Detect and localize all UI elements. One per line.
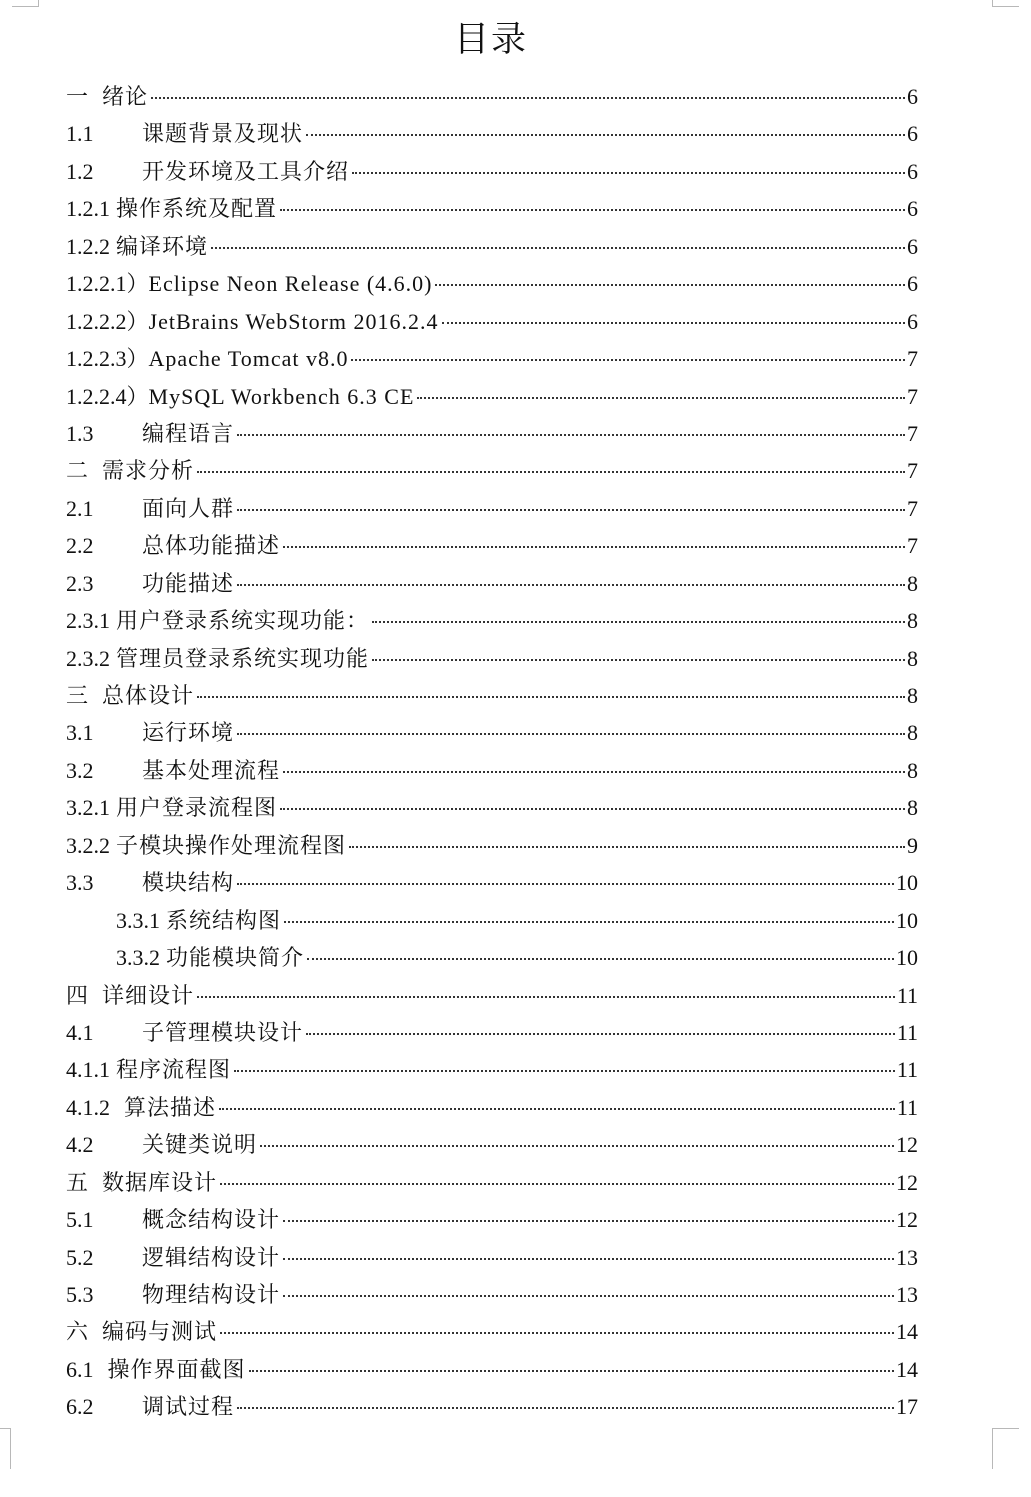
- toc-entry-label: 子模块操作处理流程图: [116, 832, 347, 858]
- toc-entry[interactable]: [66, 902, 918, 939]
- toc-entry-number: 1.2.2.1）: [66, 271, 149, 297]
- toc-dot-leader: [234, 1070, 895, 1072]
- toc-entry-page-number: 8: [907, 683, 918, 708]
- toc-entry[interactable]: [66, 677, 918, 714]
- toc-entry-number: 1.2.1: [66, 196, 110, 222]
- toc-dot-leader: [306, 1033, 895, 1035]
- toc-entry-page-number: 14: [896, 1356, 918, 1382]
- toc-entry-page-number: 17: [896, 1394, 918, 1420]
- toc-entry-label: 概念结构设计: [142, 1207, 281, 1233]
- toc-dot-leader: [237, 434, 905, 436]
- toc-entry-label: Eclipse Neon Release (4.6.0): [148, 271, 433, 297]
- toc-entry-label: 功能描述: [142, 570, 235, 596]
- page-corner-mark-top-right: [992, 0, 1019, 7]
- toc-entry-label: 用户登录流程图: [116, 795, 278, 821]
- toc-entry-page-number: 8: [907, 645, 918, 671]
- toc-dot-leader: [219, 1108, 895, 1110]
- toc-dot-leader: [237, 509, 905, 511]
- toc-entry-number: 3.3: [66, 870, 94, 896]
- toc-entry-number: 2.3.2: [66, 645, 110, 671]
- toc-entry-page-number: 11: [896, 1019, 918, 1045]
- toc-entry-label: 系统结构图: [166, 907, 282, 933]
- toc-dot-leader: [280, 209, 905, 211]
- toc-entry-page-number: 8: [907, 720, 918, 746]
- toc-entry-page-number: 7: [907, 383, 918, 409]
- toc-dot-leader: [435, 284, 905, 286]
- toc-entry-number: 3.2: [66, 757, 94, 783]
- toc-entry-page-number: 7: [907, 495, 918, 521]
- toc-entry-label: 总体设计: [102, 683, 195, 708]
- toc-dot-leader: [351, 359, 905, 361]
- toc-entry-page-number: 10: [896, 907, 918, 933]
- toc-entry-number: 5.1: [66, 1207, 94, 1233]
- toc-entry[interactable]: [66, 714, 918, 751]
- toc-entry[interactable]: [66, 602, 918, 639]
- toc-dot-leader: [220, 1332, 894, 1334]
- page-corner-mark-bottom-right: [992, 1428, 1019, 1469]
- toc-dot-leader: [417, 397, 905, 399]
- toc-entry[interactable]: [66, 640, 918, 677]
- toc-entry-label: 详细设计: [102, 982, 195, 1008]
- toc-title: 目录: [453, 20, 528, 60]
- toc-entry-page-number: 6: [907, 158, 918, 184]
- toc-entry-number: 四: [66, 982, 89, 1008]
- toc-entry-label: 操作界面截图: [107, 1356, 246, 1382]
- toc-entry-label: 管理员登录系统实现功能: [116, 645, 370, 671]
- toc-entry-page-number: 7: [907, 346, 918, 372]
- toc-entry-label: 需求分析: [102, 458, 195, 484]
- toc-entry[interactable]: [66, 565, 918, 602]
- toc-entry[interactable]: [66, 1276, 918, 1313]
- toc-entry[interactable]: [66, 939, 918, 976]
- toc-entry-number: 4.1.2: [66, 1094, 110, 1120]
- toc-entry-number: 6.2: [66, 1394, 94, 1420]
- toc-dot-leader: [237, 1407, 894, 1409]
- toc-entry-label: 运行环境: [142, 720, 235, 746]
- toc-entry[interactable]: [66, 490, 918, 527]
- table-of-contents: [66, 78, 918, 1426]
- toc-entry[interactable]: [66, 1126, 918, 1163]
- toc-dot-leader: [283, 1220, 894, 1222]
- toc-dot-leader: [249, 1370, 894, 1372]
- toc-entry-label: 总体功能描述: [142, 533, 281, 559]
- toc-entry-label: 程序流程图: [116, 1057, 232, 1083]
- toc-entry-label: Apache Tomcat v8.0: [148, 346, 349, 372]
- toc-entry-page-number: 6: [907, 233, 918, 259]
- toc-dot-leader: [280, 808, 905, 810]
- toc-entry[interactable]: [66, 378, 918, 415]
- toc-entry[interactable]: [66, 827, 918, 864]
- toc-dot-leader: [372, 621, 905, 623]
- toc-entry-page-number: 7: [907, 533, 918, 559]
- toc-entry-page-number: 8: [907, 570, 918, 596]
- toc-dot-leader: [220, 1183, 894, 1185]
- toc-entry[interactable]: [66, 1201, 918, 1238]
- toc-entry-page-number: 6: [907, 121, 918, 147]
- toc-entry-page-number: 12: [896, 1169, 918, 1195]
- toc-entry-number: 3.3.1: [116, 907, 160, 933]
- toc-entry[interactable]: [66, 752, 918, 789]
- toc-entry[interactable]: [66, 1388, 918, 1425]
- toc-entry[interactable]: [66, 415, 918, 452]
- toc-entry-number: 2.3: [66, 570, 94, 596]
- toc-entry-number: 1.2.2.3）: [66, 346, 149, 372]
- toc-dot-leader: [283, 1295, 894, 1297]
- toc-dot-leader: [197, 696, 905, 698]
- toc-entry-page-number: 6: [907, 271, 918, 297]
- toc-entry[interactable]: [66, 78, 918, 115]
- toc-entry-number: 3.3.2: [116, 945, 160, 971]
- toc-entry-page-number: 11: [896, 982, 918, 1008]
- toc-entry-number: 六: [66, 1319, 89, 1345]
- toc-entry[interactable]: [66, 1239, 918, 1276]
- toc-entry-page-number: 7: [907, 458, 918, 484]
- toc-entry-label: 数据库设计: [102, 1169, 218, 1195]
- toc-entry[interactable]: [66, 527, 918, 564]
- toc-dot-leader: [284, 921, 894, 923]
- toc-entry[interactable]: [66, 340, 918, 377]
- toc-entry-page-number: 14: [896, 1319, 918, 1345]
- toc-entry[interactable]: [66, 303, 918, 340]
- toc-entry-number: 1.3: [66, 420, 94, 446]
- toc-entry-label: 课题背景及现状: [142, 121, 304, 147]
- toc-entry-page-number: 6: [907, 308, 918, 334]
- toc-dot-leader: [151, 97, 905, 99]
- toc-entry-number: 二: [66, 458, 89, 484]
- toc-entry-label: 逻辑结构设计: [142, 1244, 281, 1270]
- toc-entry-page-number: 11: [896, 1094, 918, 1120]
- toc-entry[interactable]: [66, 1014, 918, 1051]
- toc-entry-number: 4.1: [66, 1019, 94, 1045]
- toc-entry-page-number: 13: [896, 1282, 918, 1307]
- toc-entry-number: 5.2: [66, 1244, 94, 1270]
- toc-entry-number: 3.2.2: [66, 832, 110, 858]
- toc-entry[interactable]: [66, 977, 918, 1014]
- toc-entry-number: 5.3: [66, 1282, 94, 1307]
- toc-entry-page-number: 10: [896, 870, 918, 896]
- toc-dot-leader: [352, 172, 905, 174]
- page-corner-mark-bottom-left: [0, 1428, 11, 1469]
- toc-entry-number: 1.2.2: [66, 233, 110, 259]
- toc-dot-leader: [283, 771, 905, 773]
- toc-entry-page-number: 10: [896, 945, 918, 971]
- toc-entry-label: 关键类说明: [142, 1132, 258, 1158]
- toc-entry-label: 物理结构设计: [142, 1282, 281, 1307]
- toc-entry-page-number: 12: [896, 1207, 918, 1233]
- toc-entry[interactable]: [66, 228, 918, 265]
- toc-dot-leader: [237, 883, 894, 885]
- toc-entry-number: 1.2.2.4）: [66, 383, 149, 409]
- toc-dot-leader: [442, 322, 905, 324]
- toc-entry-label: 调试过程: [142, 1394, 235, 1420]
- toc-entry[interactable]: [66, 190, 918, 227]
- toc-entry-page-number: 6: [907, 84, 918, 109]
- toc-entry-page-number: 9: [907, 832, 918, 858]
- toc-entry-page-number: 6: [907, 196, 918, 222]
- toc-dot-leader: [283, 1258, 894, 1260]
- toc-entry-label: 操作系统及配置: [116, 196, 278, 222]
- toc-entry-number: 4.1.1: [66, 1057, 110, 1083]
- toc-entry-number: 4.2: [66, 1132, 94, 1158]
- toc-entry[interactable]: [66, 1313, 918, 1350]
- toc-entry-number: 3.1: [66, 720, 94, 746]
- toc-entry-label: 编译环境: [116, 233, 209, 259]
- toc-entry-page-number: 13: [896, 1244, 918, 1270]
- toc-entry-number: 2.1: [66, 495, 94, 521]
- toc-entry-label: 绪论: [102, 84, 149, 109]
- page-corner-mark-top-left: [12, 0, 39, 7]
- toc-entry[interactable]: [66, 153, 918, 190]
- toc-entry-number: 3.2.1: [66, 795, 110, 821]
- toc-entry-page-number: 8: [907, 757, 918, 783]
- toc-dot-leader: [307, 958, 894, 960]
- toc-entry-label: 模块结构: [142, 870, 235, 896]
- toc-entry-page-number: 11: [896, 1057, 918, 1083]
- toc-entry-label: 基本处理流程: [142, 757, 281, 783]
- toc-entry-number: 五: [66, 1169, 89, 1195]
- toc-dot-leader: [237, 584, 905, 586]
- toc-entry[interactable]: [66, 265, 918, 302]
- toc-dot-leader: [306, 134, 905, 136]
- toc-dot-leader: [211, 247, 905, 249]
- toc-entry-label: 编程语言: [142, 420, 235, 446]
- toc-entry[interactable]: [66, 452, 918, 489]
- toc-entry-page-number: 7: [907, 420, 918, 446]
- toc-dot-leader: [283, 546, 905, 548]
- toc-entry-number: 一: [66, 84, 89, 109]
- toc-entry[interactable]: [66, 1351, 918, 1388]
- toc-dot-leader: [260, 1145, 894, 1147]
- toc-entry-label: 算法描述: [124, 1094, 217, 1120]
- toc-entry-number: 1.1: [66, 121, 94, 147]
- toc-dot-leader: [349, 846, 905, 848]
- toc-entry-label: 功能模块简介: [166, 945, 305, 971]
- toc-entry-label: 面向人群: [142, 495, 235, 521]
- toc-entry[interactable]: [66, 1051, 918, 1088]
- toc-dot-leader: [197, 996, 895, 998]
- toc-entry-label: 编码与测试: [102, 1319, 218, 1345]
- toc-entry-label: JetBrains WebStorm 2016.2.4: [148, 308, 439, 334]
- toc-entry[interactable]: [66, 1089, 918, 1126]
- toc-entry-number: 6.1: [66, 1356, 94, 1382]
- toc-entry-label: 子管理模块设计: [142, 1019, 304, 1045]
- toc-entry-page-number: 8: [907, 795, 918, 821]
- toc-entry[interactable]: [66, 789, 918, 826]
- toc-entry-number: 1.2: [66, 158, 94, 184]
- toc-entry-label: 开发环境及工具介绍: [142, 158, 350, 184]
- toc-entry-number: 1.2.2.2）: [66, 308, 149, 334]
- toc-entry-label: 用户登录系统实现功能：: [116, 608, 370, 634]
- toc-entry[interactable]: [66, 115, 918, 152]
- toc-entry-label: MySQL Workbench 6.3 CE: [148, 383, 415, 409]
- toc-dot-leader: [197, 471, 905, 473]
- toc-entry[interactable]: [66, 864, 918, 901]
- toc-entry-page-number: 12: [896, 1132, 918, 1158]
- toc-entry-page-number: 8: [907, 608, 918, 634]
- toc-entry-number: 三: [66, 683, 89, 708]
- toc-entry[interactable]: [66, 1164, 918, 1201]
- toc-entry-number: 2.2: [66, 533, 94, 559]
- toc-entry-number: 2.3.1: [66, 608, 110, 634]
- toc-dot-leader: [372, 659, 905, 661]
- toc-dot-leader: [237, 733, 905, 735]
